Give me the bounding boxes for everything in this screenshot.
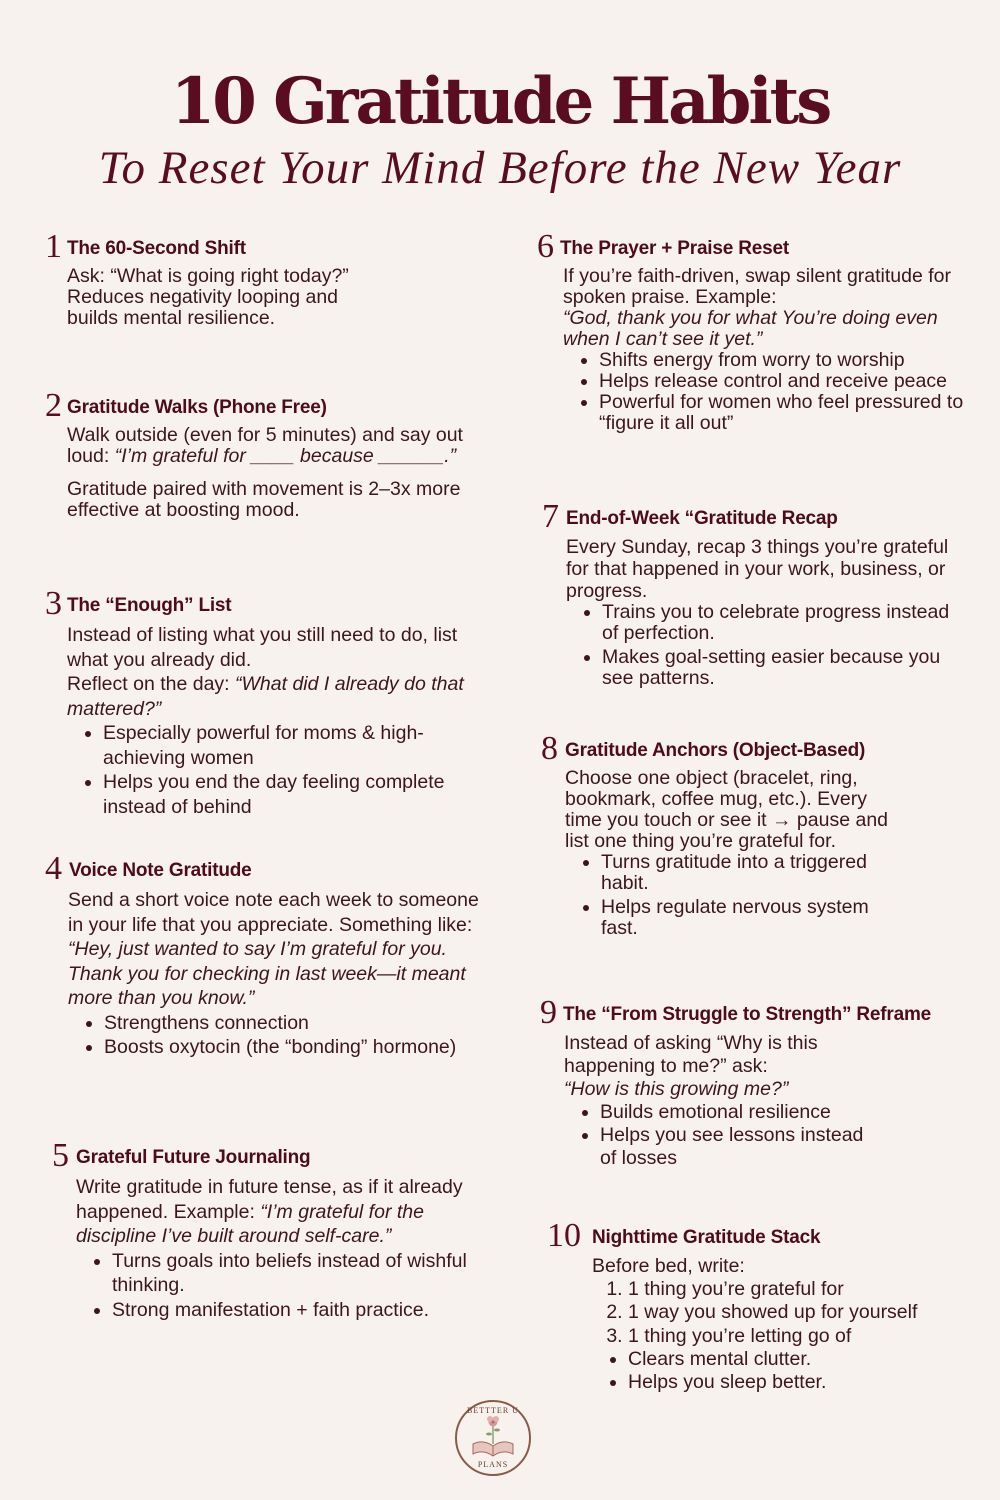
page-subtitle: To Reset Your Mind Before the New Year [98, 142, 902, 194]
habit-title: The Prayer + Praise Reset [560, 238, 789, 259]
habit-number: 10 [547, 1217, 581, 1254]
list-item: • Turns goals into beliefs instead of wishful thinking. [112, 1249, 504, 1298]
habit-line: Ask: “What is going right today?” [67, 265, 349, 287]
habit-body [564, 1032, 884, 1170]
habit-text: If you’re faith-driven, swap silent gratitude for spoken praise. Example: [563, 265, 952, 308]
habit-body [563, 266, 973, 434]
habit-body [76, 1175, 504, 1322]
list-item: • Helps release control and receive peace [599, 371, 973, 392]
habit-text: Before bed, write: [592, 1255, 745, 1277]
list-item: 2. 1 way you showed up for yourself [628, 1301, 987, 1324]
list-item: • Powerful for women who feel pressured to “figure it all out” [599, 392, 973, 434]
habit-text: Instead of asking “Why is this happening to me?” ask: [564, 1032, 818, 1077]
habit-number: 9 [540, 994, 557, 1031]
habit-7 [542, 500, 982, 692]
habit-title: Grateful Future Journaling [76, 1147, 311, 1168]
habit-1 [45, 230, 485, 329]
habit-body [566, 536, 961, 689]
list-item: • Strengthens connection [104, 1011, 498, 1036]
habit-body [68, 888, 498, 1060]
list-item: • Especially powerful for moms & high-achieving women [103, 721, 492, 770]
list-item: 3. 1 thing you’re letting go of [628, 1325, 987, 1348]
habit-6 [537, 230, 977, 434]
habit-quote: “What did I already do that mattered?” [67, 673, 464, 720]
list-item: • Turns gratitude into a triggered habit. [601, 852, 895, 894]
habit-line: Reduces negativity looping and [67, 286, 339, 308]
habit-quote: “God, thank you for what You’re doing even when I can’t see it yet.” [563, 307, 938, 350]
habit-2 [45, 389, 485, 521]
habit-title: The “Enough” List [67, 595, 232, 616]
habit-title: Nighttime Gratitude Stack [592, 1227, 821, 1248]
habit-text: Instead of listing what you still need to do, list what you already did. [67, 624, 458, 671]
page-title: 10 Gratitude Habits [170, 64, 830, 139]
logo-bottom-text: PLANS [477, 1460, 509, 1469]
habit-number: 6 [537, 228, 554, 265]
habit-5 [52, 1139, 502, 1322]
list-item: • Helps regulate nervous system fast. [601, 897, 895, 939]
list-item: • Shifts energy from worry to worship [599, 350, 973, 371]
habit-quote: “I’m grateful for the discipline I’ve built around self-care.” [76, 1200, 424, 1247]
list-item: • Boosts oxytocin (the “bonding” hormone) [104, 1035, 498, 1060]
habit-number: 2 [45, 387, 62, 424]
habit-number: 5 [52, 1137, 69, 1174]
habit-number: 3 [45, 585, 62, 622]
habit-body [592, 1255, 987, 1394]
habit-text: Reflect on the day: [67, 673, 236, 695]
habit-number: 7 [542, 498, 559, 535]
logo-top-text: BETTTER U [467, 1406, 519, 1415]
habit-number: 1 [45, 228, 62, 265]
habit-quote: “Hey, just wanted to say I’m grateful for you. Thank you for checking in last week—it meant more than you know.” [68, 938, 466, 1009]
habit-text: Gratitude paired with movement is 2–3x more effective at boosting mood. [67, 478, 461, 521]
habit-text: Write gratitude in future tense, as if it already happened. Example: [76, 1176, 463, 1223]
habit-quote: “How is this growing me?” [564, 1078, 789, 1100]
habit-title: The “From Struggle to Strength” Reframe [563, 1004, 932, 1025]
habit-number: 8 [541, 730, 558, 767]
habit-number: 4 [45, 850, 62, 887]
list-item: • Helps you end the day feeling complete instead of behind [103, 770, 492, 819]
list-item: • Trains you to celebrate progress instead of perfection. [602, 602, 961, 644]
habit-text: Every Sunday, recap 3 things you’re grateful for that happened in your work, business, or progress. [566, 536, 949, 602]
list-item: • Clears mental clutter. [628, 1348, 987, 1371]
list-item: • Helps you see lessons instead of losses [600, 1124, 884, 1170]
habit-title: The 60-Second Shift [67, 238, 246, 259]
habit-line: builds mental resilience. [67, 307, 276, 329]
habit-title: Voice Note Gratitude [69, 860, 252, 881]
habit-10 [547, 1219, 987, 1394]
habit-text: Choose one object (bracelet, ring, bookmark, coffee mug, etc.). Every time you touch or see it → pause and list one thing you’re grateful for. [565, 767, 889, 852]
habit-title: Gratitude Anchors (Object-Based) [565, 740, 866, 761]
habit-4 [45, 852, 495, 1060]
list-item: • Helps you sleep better. [628, 1371, 987, 1394]
habit-body [67, 266, 485, 329]
list-item: • Makes goal-setting easier because you see patterns. [602, 647, 961, 689]
habit-quote: “I’m grateful for ____ because ______.” [114, 445, 457, 467]
list-item: • Strong manifestation + faith practice. [112, 1298, 504, 1323]
habit-8 [541, 732, 981, 942]
habit-body [565, 768, 895, 939]
habit-3 [45, 587, 485, 819]
habit-body [67, 425, 472, 521]
habit-text: Send a short voice note each week to someone in your life that you appreciate. Something like: [68, 889, 479, 936]
brand-logo [455, 1400, 531, 1476]
habit-title: End-of-Week “Gratitude Recap [566, 508, 838, 529]
list-item: 1. 1 thing you’re grateful for [628, 1278, 987, 1301]
habit-title: Gratitude Walks (Phone Free) [67, 397, 327, 418]
habit-text: Walk outside (even for 5 minutes) and say out loud: [67, 424, 463, 467]
habit-body [67, 623, 492, 819]
habit-9 [540, 996, 990, 1170]
list-item: • Builds emotional resilience [600, 1101, 884, 1124]
